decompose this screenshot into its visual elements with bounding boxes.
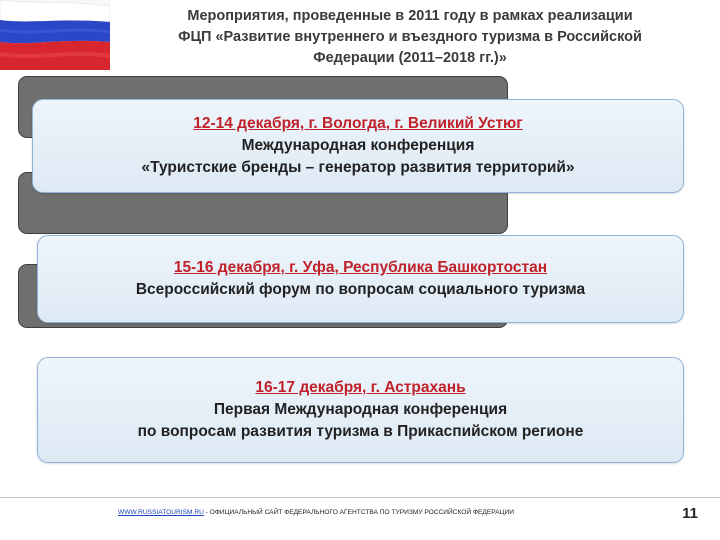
- website-link[interactable]: WWW.RUSSIATOURISM.RU: [118, 509, 204, 516]
- footer-text: - ОФИЦИАЛЬНЫЙ САЙТ ФЕДЕРАЛЬНОГО АГЕНТСТВА ПО ТУРИЗМУ РОССИЙСКОЙ ФЕДЕРАЦИИ: [203, 509, 514, 516]
- event-2-line-1: Всероссийский форум по вопросам социального туризма: [135, 281, 586, 298]
- event-3-line-2: по вопросам развития туризма в Прикаспийском регионе: [137, 423, 584, 440]
- title-line-3: Федерации (2011–2018 гг.)»: [313, 50, 507, 66]
- event-1-line-1: Международная конференция: [241, 137, 475, 154]
- event-3-date: 16-17 декабря, г. Астрахань: [255, 379, 466, 396]
- event-1-date: 12-14 декабря, г. Вологда, г. Великий Устюг: [193, 115, 523, 132]
- event-card-1: [32, 99, 684, 193]
- footer: [118, 509, 514, 516]
- event-card-2: [37, 235, 684, 323]
- event-2-date: 15-16 декабря, г. Уфа, Республика Башкортостан: [173, 259, 548, 276]
- event-card-3: [37, 357, 684, 463]
- title-line-2: ФЦП «Развитие внутреннего и въездного туризма в Российской: [178, 29, 642, 45]
- slide-title: [120, 6, 700, 69]
- russian-flag-logo: [0, 0, 110, 70]
- page-number: 11: [682, 505, 698, 522]
- event-3-line-1: Первая Международная конференция: [213, 401, 508, 418]
- footer-divider: [0, 497, 720, 498]
- event-1-line-2: «Туристские бренды – генератор развития территорий»: [141, 159, 575, 176]
- title-line-1: Мероприятия, проведенные в 2011 году в рамках реализации: [187, 8, 633, 24]
